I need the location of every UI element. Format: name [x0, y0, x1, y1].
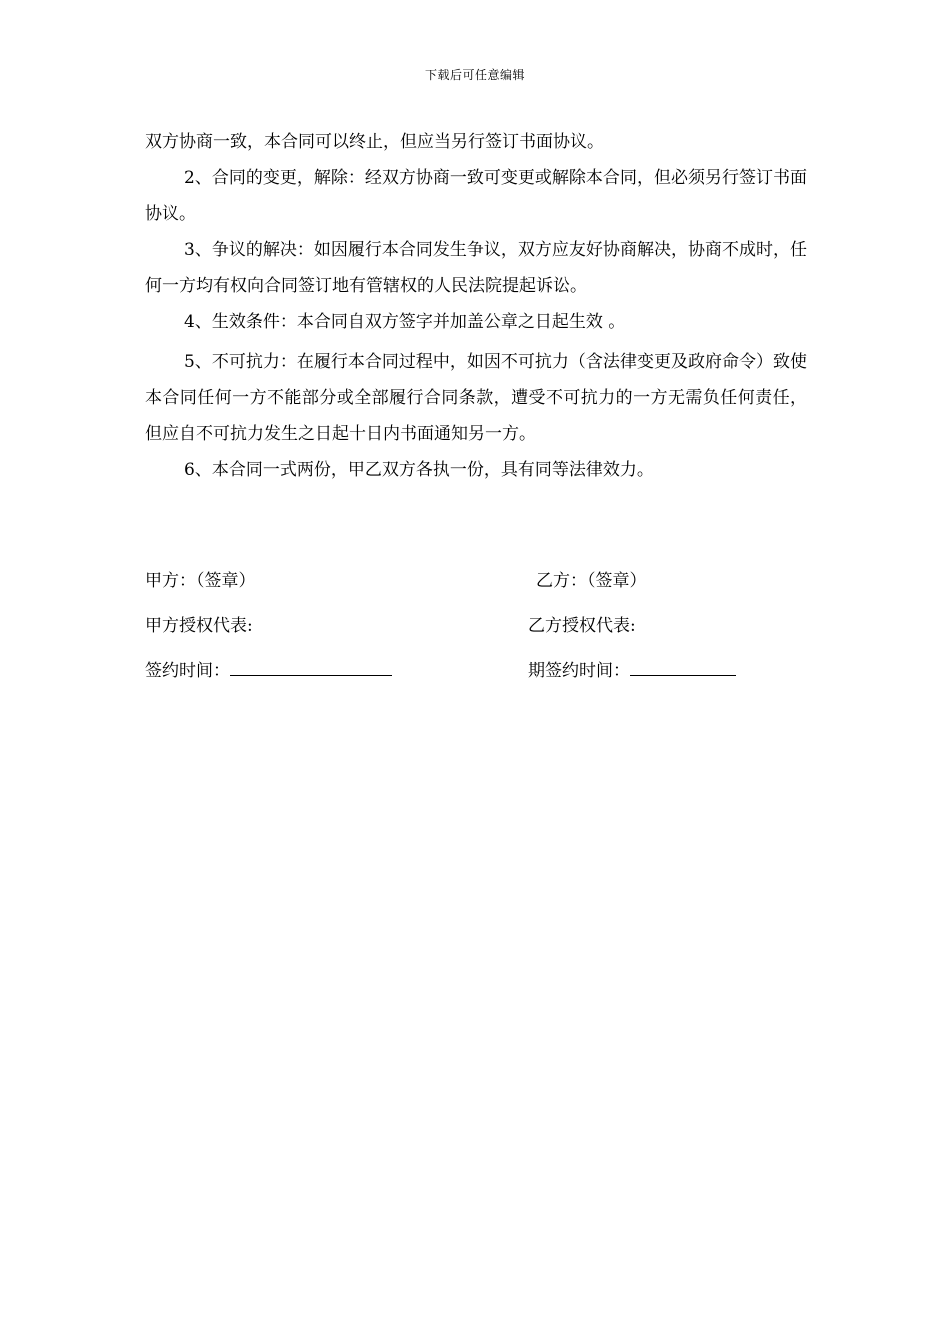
page-header: 下载后可任意编辑: [424, 68, 525, 82]
party-a-seal-label: 甲方：（签章）: [145, 571, 256, 591]
paragraph-effective: 4、生效条件：本合同自双方签字并加盖公章之日起生效 。: [184, 312, 626, 332]
party-b-date-field[interactable]: [630, 657, 736, 676]
signature-block: [145, 566, 807, 701]
paragraph-continuation: 双方协商一致，本合同可以终止，但应当另行签订书面协议。: [145, 132, 604, 152]
contract-body: [145, 124, 807, 488]
party-a-rep-label: 甲方授权代表:: [145, 616, 253, 636]
party-b-seal-label: 乙方：（签章）: [536, 571, 647, 591]
signature-row-seal: [145, 566, 807, 611]
party-a-date-label: 签约时间：: [145, 661, 230, 681]
party-b-date-group: [528, 656, 736, 681]
paragraph-copies: 6、本合同一式两份，甲乙双方各执一份，具有同等法律效力。: [184, 460, 654, 480]
party-a-date-field[interactable]: [230, 657, 392, 676]
paragraph-modification: 2、合同的变更，解除：经双方协商一致可变更或解除本合同，但必须另行签订书面协议。: [145, 168, 807, 224]
signature-row-date: [145, 656, 807, 701]
party-b-rep-label: 乙方授权代表:: [528, 616, 636, 636]
party-a-date-group: [145, 656, 392, 681]
paragraph-force-majeure: 5、不可抗力：在履行本合同过程中，如因不可抗力（含法律变更及政府命令）致使本合同任何一方不能部分或全部履行合同条款，遭受不可抗力的一方无需负任何责任，但应自不可抗力发生之日起十日内书面通知另一方。: [145, 352, 807, 444]
party-b-date-label: 期签约时间：: [528, 661, 630, 681]
signature-row-representative: [145, 611, 807, 656]
paragraph-dispute: 3、争议的解决：如因履行本合同发生争议，双方应友好协商解决，协商不成时，任何一方均有权向合同签订地有管辖权的人民法院提起诉讼。: [145, 240, 807, 296]
